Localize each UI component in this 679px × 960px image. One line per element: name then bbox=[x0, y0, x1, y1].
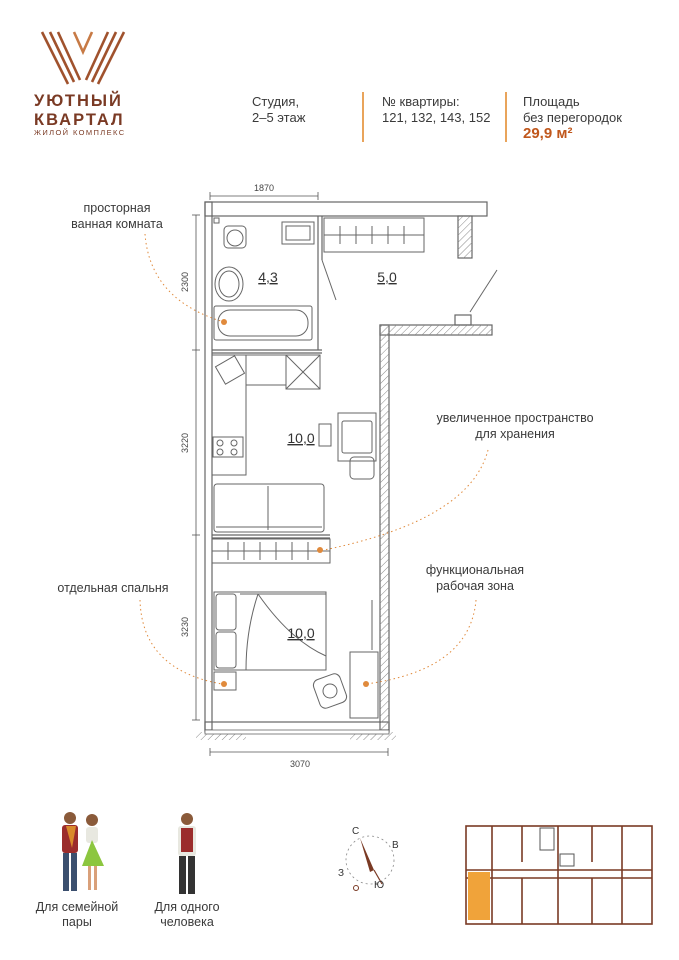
caption-couple-line2: пары bbox=[62, 915, 92, 929]
callout-bathroom-line1: просторная bbox=[83, 201, 151, 215]
dimension-bottom: 3070 bbox=[289, 759, 311, 769]
area-label-line2: без перегородок bbox=[523, 110, 622, 125]
brand-name-line2: КВАРТАЛ bbox=[34, 111, 125, 129]
room-area-living: 10,0 bbox=[287, 430, 315, 446]
dimension-left-2: 3220 bbox=[180, 432, 190, 454]
area-label-line1: Площадь bbox=[523, 94, 580, 109]
area-value: 29,9 м² bbox=[523, 125, 573, 142]
callout-workzone-line2: рабочая зона bbox=[436, 579, 514, 593]
room-area-bedroom: 10,0 bbox=[287, 625, 315, 641]
single-person-icon bbox=[172, 810, 202, 898]
callout-bedroom: отдельная спальня bbox=[57, 581, 169, 595]
callout-workzone-line1: функциональная bbox=[425, 563, 525, 577]
callout-workzone bbox=[420, 562, 530, 594]
caption-single-line1: Для одного bbox=[154, 900, 220, 914]
couple-icon bbox=[50, 808, 112, 898]
brand-name-line1: УЮТНЫЙ bbox=[34, 92, 123, 110]
callout-bathroom bbox=[62, 200, 172, 232]
caption-couple bbox=[22, 900, 132, 930]
caption-single bbox=[132, 900, 242, 930]
compass-east: В bbox=[392, 840, 399, 851]
dimension-left-1: 2300 bbox=[180, 271, 190, 293]
callout-storage-line1: увеличенное пространство bbox=[436, 411, 594, 425]
compass-south: Ю bbox=[374, 880, 385, 891]
dimension-top: 1870 bbox=[253, 183, 275, 193]
apartment-type-line2: 2–5 этаж bbox=[252, 110, 306, 125]
compass-west: З bbox=[338, 868, 345, 879]
room-area-hall: 5,0 bbox=[377, 269, 397, 285]
compass-icon bbox=[330, 820, 410, 900]
caption-single-line2: человека bbox=[160, 915, 214, 929]
compass-north: С bbox=[352, 826, 360, 837]
brand-subtitle: ЖИЛОЙ КОМПЛЕКС bbox=[34, 128, 126, 137]
apartment-numbers-value: 121, 132, 143, 152 bbox=[382, 110, 491, 125]
apartment-numbers-label: № квартиры: bbox=[382, 94, 460, 109]
room-area-bathroom: 4,3 bbox=[258, 269, 278, 285]
callout-storage bbox=[420, 410, 610, 442]
apartment-type-line1: Студия, bbox=[252, 94, 300, 109]
floor-key-plan bbox=[462, 818, 658, 930]
caption-couple-line1: Для семейной bbox=[35, 900, 119, 914]
callout-bathroom-line2: ванная комната bbox=[71, 217, 163, 231]
callout-storage-line2: для хранения bbox=[475, 427, 555, 441]
dimension-left-3: 3230 bbox=[180, 616, 190, 638]
